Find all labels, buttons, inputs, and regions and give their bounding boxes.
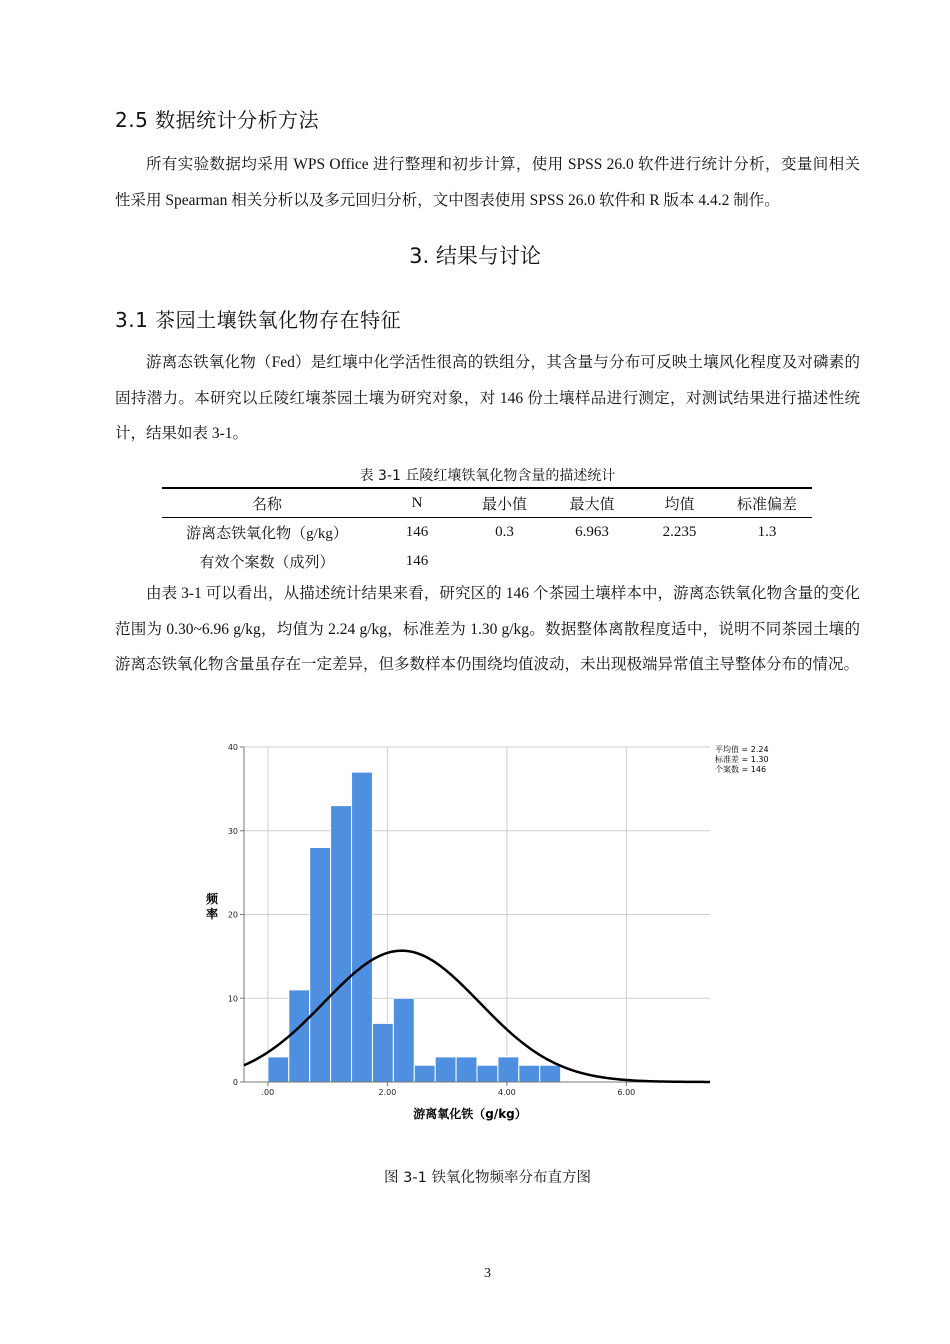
histogram-bar [498, 1057, 519, 1082]
table-cell: 6.963 [575, 524, 609, 540]
header-n: N [372, 488, 462, 518]
header-name: 名称 [162, 488, 372, 518]
descriptive-stats-table [162, 487, 812, 576]
histogram-bar [519, 1065, 540, 1082]
table-cell: 2.235 [662, 524, 697, 540]
table-cell [637, 547, 722, 576]
y-axis-label [206, 891, 219, 921]
svg-text:频: 频 [205, 892, 219, 906]
header-max: 最大值 [547, 488, 637, 518]
histogram-bar [372, 1023, 393, 1082]
table-cell [462, 547, 547, 576]
x-tick-label: 2.00 [378, 1088, 397, 1097]
table-cell: 1.3 [757, 524, 777, 540]
x-tick-label: 4.00 [497, 1088, 516, 1097]
table-row [162, 547, 812, 576]
table-cell [547, 547, 637, 576]
histogram-bar [540, 1065, 561, 1082]
table-cell: 146 [405, 553, 429, 569]
histogram-bar [435, 1057, 456, 1082]
frequency-histogram [190, 735, 790, 1135]
x-axis-label: 游离氧化铁（g/kg） [413, 1107, 527, 1121]
y-tick-label: 30 [227, 826, 238, 836]
table-cell: 0.3 [495, 524, 514, 540]
histogram-bar [310, 848, 331, 1083]
y-tick-label: 0 [232, 1078, 238, 1087]
header-mean: 均值 [637, 488, 722, 518]
table-row [162, 518, 812, 548]
histogram-bar [393, 998, 414, 1082]
histogram-bar [352, 772, 373, 1082]
header-sd: 标准偏差 [722, 488, 812, 518]
table-cell [722, 547, 812, 576]
table-cell: 游离态铁氧化物（g/kg） [186, 526, 348, 542]
legend-sd: 标准差 = 1.30 [715, 755, 769, 764]
table-cell: 146 [405, 524, 429, 540]
table-header-row [162, 488, 812, 518]
y-tick-label: 40 [227, 743, 238, 752]
figure-caption: 图 3-1 铁氧化物频率分布直方图 [384, 1170, 591, 1186]
histogram-bar [414, 1065, 435, 1082]
section-3-1-paragraph-2: 由表 3-1 可以看出，从描述统计结果来看，研究区的 146 个茶园土壤样本中，游离态铁氧化物含量的变化范围为 0.30~6.96 g/kg，均值为 2.24 g/kg，标准差为 1.30 g/kg。数据整体离散程度适中，说明不同茶园土壤的游离态铁氧化物含量虽存在一定差异，但多数样本仍围绕均值波动，未出现极端异常值主导整体分布的情况。 [115, 585, 860, 673]
legend-mean: 平均值 = 2.24 [715, 745, 769, 754]
x-tick-label: 6.00 [617, 1088, 636, 1097]
page-number: 3 [484, 1266, 491, 1281]
y-tick-label: 10 [227, 994, 238, 1004]
table-caption: 表 3-1 丘陵红壤铁氧化物含量的描述统计 [359, 468, 616, 484]
table-cell: 有效个案数（成列） [199, 555, 335, 571]
section-2-5-heading: 2.5 数据统计分析方法 [115, 108, 320, 132]
histogram-bars [268, 772, 561, 1082]
header-min: 最小值 [462, 488, 547, 518]
section-2-5-paragraph: 所有实验数据均采用 WPS Office 进行整理和初步计算，使用 SPSS 26.0 软件进行统计分析，变量间相关性采用 Spearman 相关分析以及多元回归分析，文中图表使用 SPSS 26.0 软件和 R 版本 4.4.2 制作。 [115, 156, 860, 209]
section-3-1-heading: 3.1 茶园土壤铁氧化物存在特征 [115, 308, 402, 332]
section-3-heading: 3. 结果与讨论 [409, 244, 541, 268]
svg-text:率: 率 [205, 907, 219, 921]
section-3-1-paragraph-1: 游离态铁氧化物（Fed）是红壤中化学活性很高的铁组分，其含量与分布可反映土壤风化程度及对磷素的固持潜力。本研究以丘陵红壤茶园土壤为研究对象，对 146 份土壤样品进行测定，对测试结果进行描述性统计，结果如表 3-1。 [115, 354, 860, 442]
histogram-bar [477, 1065, 498, 1082]
histogram-bar [456, 1057, 477, 1082]
histogram-bar [331, 806, 352, 1082]
stats-legend [715, 744, 769, 774]
y-tick-label: 20 [227, 910, 238, 920]
x-tick-label: .00 [261, 1088, 275, 1097]
legend-n: 个案数 = 146 [715, 765, 767, 774]
histogram-bar [268, 1057, 289, 1082]
histogram-bar [289, 990, 310, 1082]
